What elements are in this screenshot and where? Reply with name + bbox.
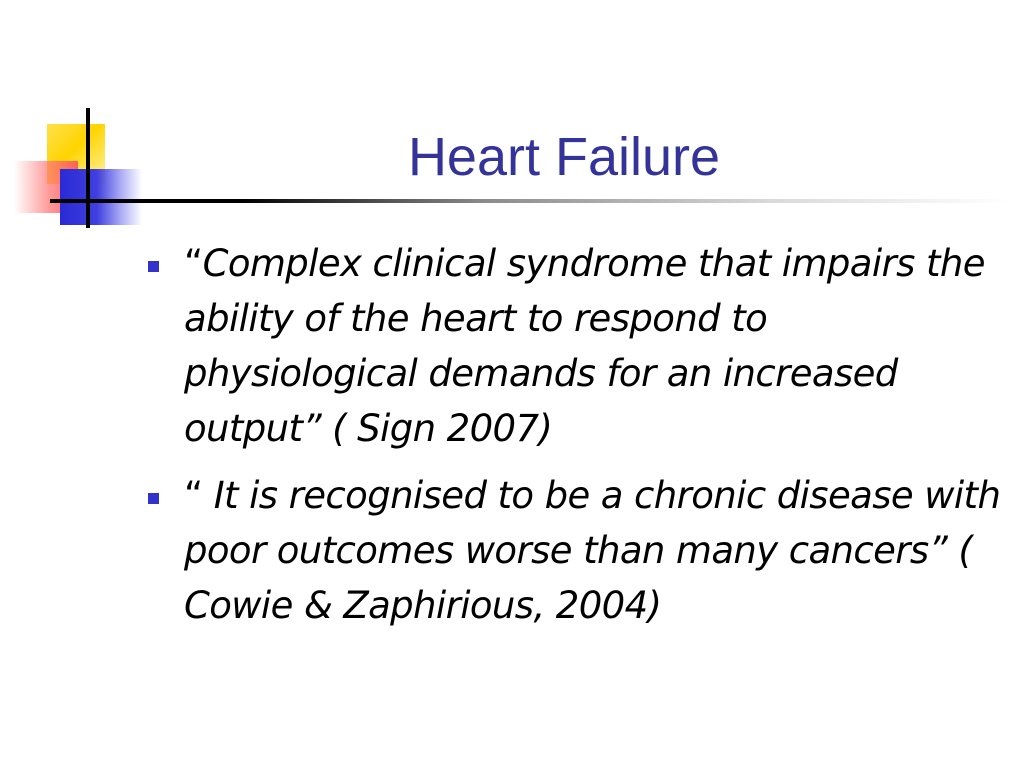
open-quote: “ [184, 474, 214, 517]
title-underline-rule [50, 199, 1010, 203]
square-bullet-icon [148, 261, 159, 272]
vertical-rule [86, 108, 90, 228]
blue-square-decoration [60, 169, 142, 225]
bullet-text: Complex clinical syndrome that impairs the ability of the heart to respond to physiological demands for an increased output” ( Sign 2007) [184, 242, 985, 450]
bullet-text: It is recognised to be a chronic disease with poor outcomes worse than many cancers” ( Cowie & Zaphirious, 2004) [184, 474, 1001, 627]
open-quote: “ [184, 242, 203, 285]
bullet-item [143, 468, 1003, 633]
slide-title: Heart Failure [407, 127, 721, 187]
bullet-list [143, 236, 1003, 645]
corner-decoration [0, 0, 160, 240]
bullet-item [143, 236, 1003, 456]
square-bullet-icon [148, 493, 159, 504]
